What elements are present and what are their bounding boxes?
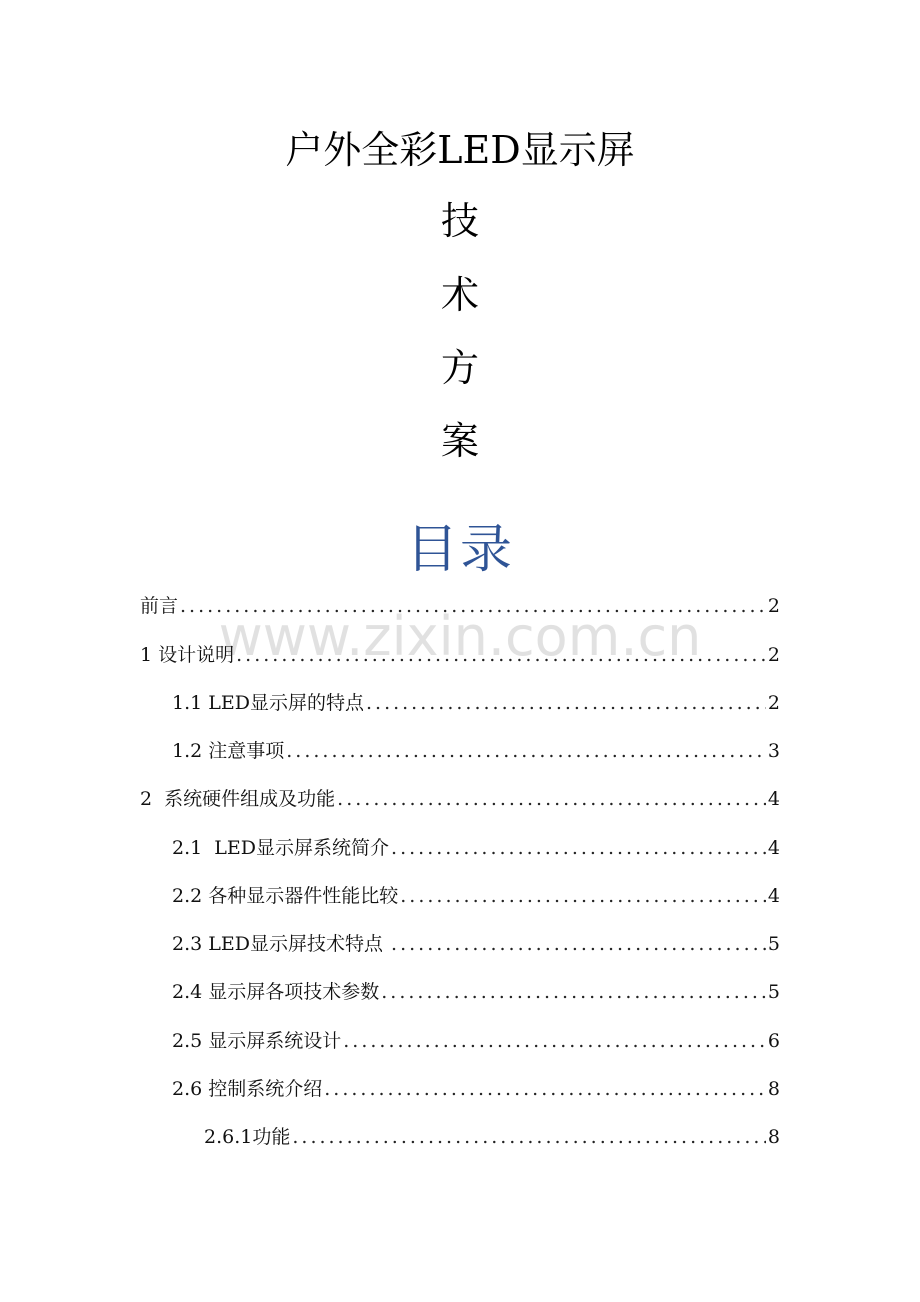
toc-entry-page: 5	[767, 933, 780, 955]
toc-entry[interactable]	[172, 1065, 780, 1113]
toc-entry-page: 8	[767, 1126, 780, 1148]
toc-entry[interactable]	[204, 1113, 780, 1161]
toc-entry-label: 2 系统硬件组成及功能	[140, 788, 336, 810]
title-char-3: 方	[440, 346, 479, 390]
toc-entry-label: 2.6 控制系统介绍	[172, 1078, 323, 1100]
toc-entry-page: 4	[767, 885, 780, 907]
toc-leader-dots	[236, 631, 766, 679]
title-char-4: 案	[440, 419, 479, 463]
title-char-2: 术	[440, 273, 479, 317]
toc-entry[interactable]	[140, 775, 780, 823]
toc-leader-dots	[391, 920, 766, 968]
toc-entry[interactable]	[172, 968, 780, 1016]
toc-entry-page: 4	[767, 788, 780, 810]
toc-entry-label: 2.3 LED显示屏技术特点	[172, 933, 390, 955]
toc-leader-dots	[286, 727, 766, 775]
toc-entry-label: 2.1 LED显示屏系统简介	[172, 837, 390, 859]
toc-entry[interactable]	[172, 920, 780, 968]
toc-entry-label: 2.5 显示屏系统设计	[172, 1030, 342, 1052]
document-title: 户外全彩LED显示屏	[285, 128, 635, 172]
toc-leader-dots	[343, 1017, 766, 1065]
toc-entry[interactable]	[172, 1017, 780, 1065]
toc-leader-dots	[292, 1113, 766, 1161]
toc-entry[interactable]	[172, 727, 780, 775]
title-char-1: 技	[440, 199, 479, 243]
toc-heading: 目录	[405, 520, 514, 580]
toc-leader-dots	[400, 872, 766, 920]
toc-entry-label: 2.4 显示屏各项技术参数	[172, 981, 380, 1003]
toc-leader-dots	[381, 968, 766, 1016]
toc-leader-dots	[366, 679, 766, 727]
toc-entry[interactable]	[140, 631, 780, 679]
toc-entry-label: 2.6.1功能	[204, 1126, 291, 1148]
toc-entry[interactable]	[172, 679, 780, 727]
toc-entry-page: 2	[767, 595, 780, 617]
toc-entry[interactable]	[172, 824, 780, 872]
toc-leader-dots	[337, 775, 766, 823]
toc-entry-label: 1.1 LED显示屏的特点	[172, 692, 364, 714]
toc-entry-page: 4	[767, 837, 780, 859]
toc-entry-label: 前言	[140, 595, 179, 617]
watermark: www.zixin.com.cn	[218, 605, 702, 668]
toc-entry-label: 1 设计说明	[140, 644, 235, 666]
toc-entry-page: 2	[767, 692, 780, 714]
toc-entry-label: 2.2 各种显示器件性能比较	[172, 885, 399, 907]
toc-leader-dots	[391, 824, 766, 872]
toc-entry-label: 1.2 注意事项	[172, 740, 285, 762]
toc-entry-page: 3	[767, 740, 780, 762]
toc-entry[interactable]	[172, 872, 780, 920]
toc-entry-page: 5	[767, 981, 780, 1003]
toc-entry[interactable]	[140, 582, 780, 630]
toc-entry-page: 2	[767, 644, 780, 666]
toc-leader-dots	[324, 1065, 766, 1113]
toc-leader-dots	[180, 582, 766, 630]
toc-entry-page: 8	[767, 1078, 780, 1100]
toc-entry-page: 6	[767, 1030, 780, 1052]
